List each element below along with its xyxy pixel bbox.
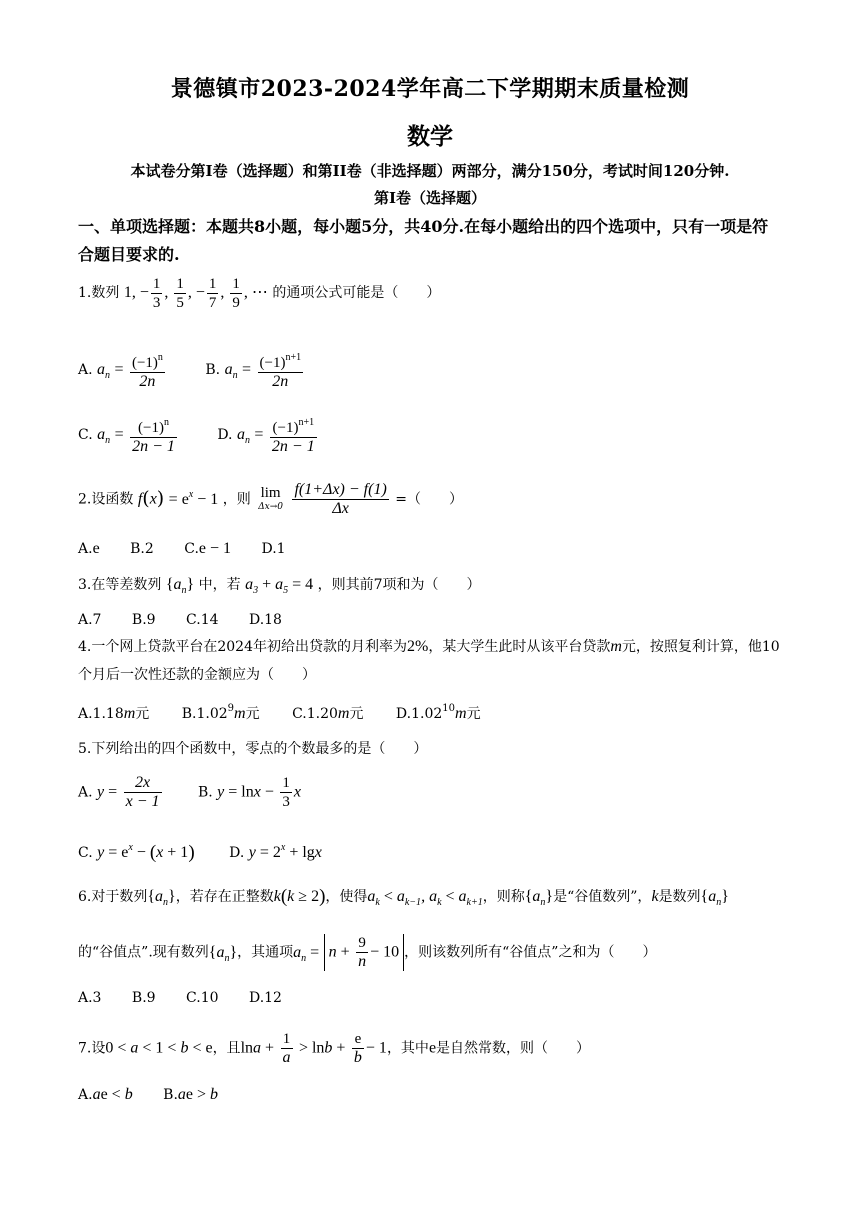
q5-option-d: D. $y = 2^x + \lg x$	[229, 842, 322, 861]
question-3: 3.在等差数列 $\{a_n\}$ 中，若 $a_3 + a_5 = 4$ ，则其前7项和为（ ）	[78, 576, 481, 596]
q2-option-a: A.e	[78, 540, 100, 557]
q5-option-b: B. y = lnx − $\frac{1}{3}$ x	[197, 775, 301, 810]
question-4: 4.一个网上贷款平台在2024年初给出贷款的月利率为2%，某大学生此时从该平台贷款m元，按照复利计算，他10个月后一次性还款的金额应为（ ）	[78, 638, 780, 683]
question-2: 2.设函数 $f(x) = e^x - 1$ ，则 lim Δx→0 $\frac{f(1+\Delta x) - f(1)}{\Delta x}$ =（ ）	[78, 481, 463, 517]
q3-options	[78, 612, 316, 628]
q2-option-b: B.2	[130, 541, 154, 557]
question-6-line2: 的“谷值点”.现有数列$\{a_n\}$，其通项$a_n = n$ + $\frac{9}{n}$ − 10 ，则该数列所有“谷值点”之和为（ ）	[78, 935, 657, 970]
q6-options	[78, 990, 316, 1006]
q6-option-c: C.10	[186, 990, 219, 1006]
q2-options	[78, 540, 320, 558]
q4-option-c: C.1.20m元	[292, 705, 364, 722]
q3-option-c: C.14	[186, 612, 219, 628]
q2-option-c: C.e − 1	[184, 540, 232, 557]
question-5: 5.下列给出的四个函数中，零点的个数最多的是（ ）	[78, 741, 428, 757]
question-7: 7.设0 < a < 1 < b < e，且lna + $\frac{1}{a}$ > lnb + $\frac{e}{b}$ − 1，其中e是自然常数，则（ ）	[78, 1031, 591, 1066]
section1-heading: 一、单项选择题：本题共8小题，每小题5分，共40分.在每小题给出的四个选项中，只有一项是符合题目要求的.	[78, 217, 769, 264]
q4-option-a: A.1.18m元	[78, 705, 150, 722]
q4-option-b: B.1.02$^9$m元	[181, 703, 260, 722]
q1-option-c: C. $a_n$ = $\frac{(-1)^n}{2n - 1}$	[78, 414, 179, 456]
q1-option-a: A. $a_n$ = $\frac{(-1)^n}{2n}$	[78, 349, 167, 391]
question-1	[78, 275, 440, 312]
q7-options	[78, 1086, 252, 1104]
q1-sequence: 1, − $\frac{1}{3}$ , $\frac{1}{5}$ , − $\frac{1}{7}$ , $\frac{1}{9}$ , ⋯	[123, 276, 268, 311]
question-6-line1: 6.对于数列$\{a_n\}$，若存在正整数k(k ≥ 2)，使得$a_k < a_{k-1}$, $a_k < a_{k+1}$，则称$\{a_n\}$是“谷值数列”，k是数列$\{a_n\}$	[78, 886, 729, 908]
q3-option-a: A.7	[78, 612, 102, 628]
q1-option-d: D. $a_n$ = $\frac{(-1)^{n+1}}{2n - 1}$	[217, 414, 318, 456]
subject-title: 数学	[407, 123, 453, 150]
q3-option-d: D.18	[248, 612, 282, 628]
q3-option-b: B.9	[131, 612, 156, 628]
q4-option-d: D.1.02$^{10}$m元	[395, 703, 481, 722]
q7-option-b: B.ae > b	[163, 1086, 219, 1103]
q4-options	[78, 703, 515, 723]
q2-option-d: D.1	[261, 541, 286, 557]
q7-option-a: A.ae < b	[78, 1086, 133, 1103]
q6-option-a: A.3	[78, 990, 102, 1006]
exam-intro: 本试卷分第I卷（选择题）和第II卷（非选择题）两部分，满分150分，考试时间120分钟.	[130, 162, 730, 180]
q5-options-ab	[78, 774, 335, 811]
q5-option-a: A. y = $\frac{2x}{x - 1}$	[78, 774, 160, 810]
q1-prefix: 1.数列	[78, 285, 120, 302]
q6-option-d: D.12	[248, 990, 282, 1006]
q6-option-b: B.9	[131, 990, 156, 1006]
part1-heading: 第I卷（选择题）	[373, 189, 487, 207]
exam-title: 景德镇市2023-2024学年高二下学期期末质量检测	[170, 76, 690, 102]
q1-option-b: B. $a_n$ = $\frac{(-1)^{n+1}}{2n}$	[205, 349, 305, 391]
q5-option-c: C. $y = e^x - (x + 1)$	[78, 842, 195, 863]
q5-options-cd	[78, 842, 356, 864]
q1-options-ab	[78, 349, 339, 391]
q1-options-cd	[78, 414, 353, 456]
q1-suffix: 的通项公式可能是（ ）	[272, 285, 441, 302]
